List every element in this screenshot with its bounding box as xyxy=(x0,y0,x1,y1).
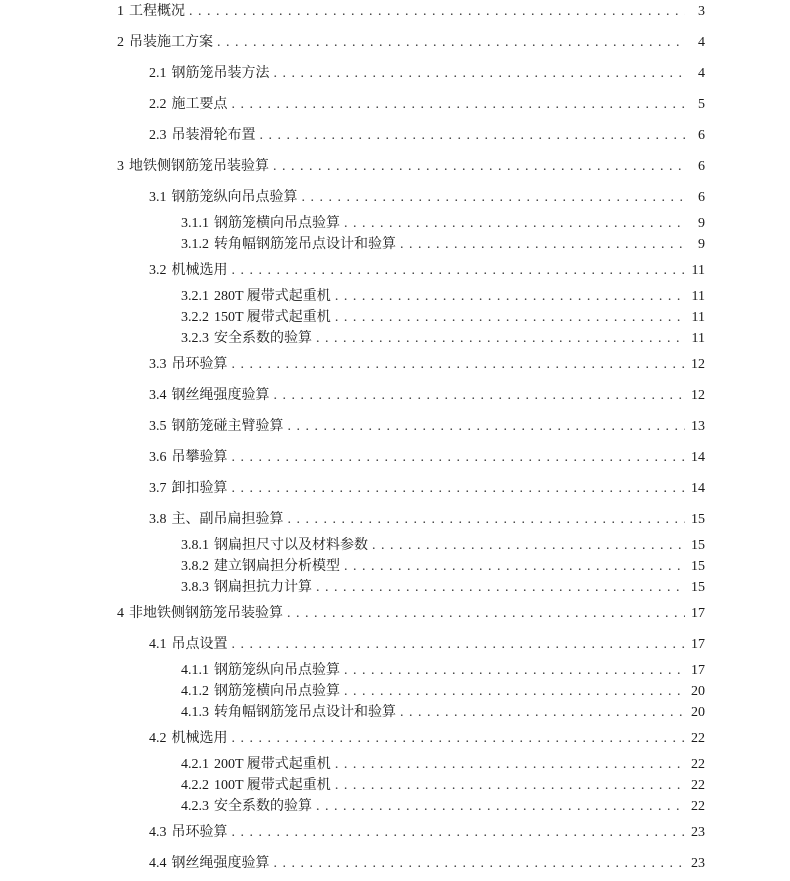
toc-leader xyxy=(288,418,686,436)
toc-title: 钢筋笼纵向吊点验算 xyxy=(171,190,298,205)
toc-leader xyxy=(335,309,685,327)
toc-number: 4.2.3 xyxy=(181,799,209,814)
toc-number: 4 xyxy=(117,606,124,621)
toc-title: 卸扣验算 xyxy=(171,481,228,496)
toc-number: 4.1 xyxy=(149,637,167,652)
toc-number: 3.3 xyxy=(149,357,167,372)
toc-entry[interactable] xyxy=(149,855,705,873)
toc-entry[interactable] xyxy=(117,34,705,52)
toc-leader xyxy=(232,636,686,654)
toc-page: 23 xyxy=(691,825,705,840)
toc-number: 3 xyxy=(117,159,124,174)
toc-entry[interactable] xyxy=(149,262,705,280)
toc-page: 12 xyxy=(691,357,705,372)
toc-number: 3.1.1 xyxy=(181,216,209,231)
toc-number: 3.2.2 xyxy=(181,310,209,325)
toc-page: 3 xyxy=(698,4,705,19)
toc-leader xyxy=(335,756,685,774)
toc-number: 3.4 xyxy=(149,388,167,403)
toc-title: 安全系数的验算 xyxy=(214,331,312,346)
toc-leader xyxy=(274,387,686,405)
toc-leader xyxy=(335,777,685,795)
toc-title: 钢扁担尺寸以及材料参数 xyxy=(214,538,368,553)
toc-page: 4 xyxy=(698,35,705,50)
toc-entry[interactable] xyxy=(149,824,705,842)
toc-title: 280T 履带式起重机 xyxy=(214,289,331,304)
toc-page: 11 xyxy=(691,289,705,304)
toc-title: 钢筋笼横向吊点验算 xyxy=(214,216,340,231)
toc-page: 4 xyxy=(698,66,705,81)
toc-leader xyxy=(287,605,685,623)
toc-number: 2.3 xyxy=(149,128,167,143)
toc-title: 钢扁担抗力计算 xyxy=(214,580,312,595)
toc-entry[interactable] xyxy=(181,537,705,555)
toc-number: 3.2.3 xyxy=(181,331,209,346)
toc-number: 4.2 xyxy=(149,731,167,746)
toc-title: 吊装施工方案 xyxy=(129,35,213,50)
toc-page: 12 xyxy=(691,388,705,403)
toc-title: 钢筋笼纵向吊点验算 xyxy=(214,663,340,678)
toc-number: 3.1 xyxy=(149,190,167,205)
toc-entry[interactable] xyxy=(149,730,705,748)
toc-page: 6 xyxy=(698,159,705,174)
toc-entry[interactable] xyxy=(149,387,705,405)
toc-page: 6 xyxy=(698,190,705,205)
toc-page: 23 xyxy=(691,856,705,871)
toc-page: 11 xyxy=(691,331,705,346)
toc-title: 非地铁侧钢筋笼吊装验算 xyxy=(129,606,283,621)
toc-title: 吊环验算 xyxy=(171,825,228,840)
toc-page: 20 xyxy=(691,684,705,699)
toc-leader xyxy=(344,558,685,576)
toc-title: 钢筋笼吊装方法 xyxy=(171,66,270,81)
toc-entry[interactable] xyxy=(149,127,705,145)
toc-entry[interactable] xyxy=(181,683,705,701)
toc-title: 吊点设置 xyxy=(171,637,228,652)
toc-title: 工程概况 xyxy=(129,4,185,19)
toc-title: 200T 履带式起重机 xyxy=(214,757,331,772)
toc-number: 3.7 xyxy=(149,481,167,496)
toc-title: 安全系数的验算 xyxy=(214,799,312,814)
toc-entry[interactable] xyxy=(181,704,705,722)
toc-entry[interactable] xyxy=(181,756,705,774)
toc-entry[interactable] xyxy=(149,636,705,654)
toc-leader xyxy=(400,704,685,722)
toc-title: 转角幅钢筋笼吊点设计和验算 xyxy=(214,705,396,720)
toc-number: 4.1.1 xyxy=(181,663,209,678)
toc-page: 17 xyxy=(691,606,705,621)
toc-title: 钢丝绳强度验算 xyxy=(171,856,270,871)
toc-page: 17 xyxy=(691,663,705,678)
toc-number: 2 xyxy=(117,35,124,50)
toc-title: 主、副吊扁担验算 xyxy=(171,512,284,527)
toc-entry[interactable] xyxy=(149,356,705,374)
toc-title: 钢丝绳强度验算 xyxy=(171,388,270,403)
toc-title: 机械选用 xyxy=(171,263,228,278)
toc-leader xyxy=(232,96,686,114)
toc-leader xyxy=(232,730,686,748)
toc-number: 4.3 xyxy=(149,825,167,840)
toc-leader xyxy=(344,662,685,680)
toc-number: 3.8.3 xyxy=(181,580,209,595)
toc-leader xyxy=(288,511,686,529)
toc-leader xyxy=(217,34,685,52)
toc-number: 2.2 xyxy=(149,97,167,112)
toc-entry[interactable] xyxy=(181,798,705,816)
toc-entry[interactable] xyxy=(149,96,705,114)
toc-entry[interactable] xyxy=(181,236,705,254)
toc-number: 1 xyxy=(117,4,124,19)
toc-leader xyxy=(274,65,686,83)
toc-entry[interactable] xyxy=(149,511,705,529)
toc-leader xyxy=(273,158,685,176)
toc-page: 6 xyxy=(698,128,705,143)
toc-title: 机械选用 xyxy=(171,731,228,746)
toc-leader xyxy=(372,537,685,555)
toc-page: 20 xyxy=(691,705,705,720)
toc-leader xyxy=(344,215,685,233)
toc-title: 建立钢扁担分析模型 xyxy=(214,559,340,574)
toc-entry[interactable] xyxy=(181,215,705,233)
toc-title: 钢筋笼横向吊点验算 xyxy=(214,684,340,699)
toc-title: 转角幅钢筋笼吊点设计和验算 xyxy=(214,237,396,252)
toc-page: 15 xyxy=(691,512,705,527)
toc-page: 22 xyxy=(691,731,705,746)
toc-number: 4.1.2 xyxy=(181,684,209,699)
toc-number: 3.2.1 xyxy=(181,289,209,304)
toc-page: 5 xyxy=(698,97,705,112)
toc-title: 钢筋笼碰主臂验算 xyxy=(171,419,284,434)
toc-entry[interactable] xyxy=(149,418,705,436)
toc-number: 4.2.1 xyxy=(181,757,209,772)
toc-leader xyxy=(316,798,685,816)
toc-entry[interactable] xyxy=(117,158,705,176)
toc-leader xyxy=(232,480,686,498)
toc-number: 3.2 xyxy=(149,263,167,278)
toc-page: 15 xyxy=(691,559,705,574)
toc-entry[interactable] xyxy=(149,449,705,467)
toc-leader xyxy=(344,683,685,701)
toc-title: 地铁侧钢筋笼吊装验算 xyxy=(129,159,269,174)
toc-leader xyxy=(189,3,685,21)
toc-entry[interactable] xyxy=(149,480,705,498)
toc-number: 4.4 xyxy=(149,856,167,871)
toc-title: 施工要点 xyxy=(171,97,228,112)
toc-number: 3.6 xyxy=(149,450,167,465)
toc-number: 3.8.1 xyxy=(181,538,209,553)
toc-leader xyxy=(232,356,686,374)
toc-number: 4.1.3 xyxy=(181,705,209,720)
toc-leader xyxy=(335,288,685,306)
toc-number: 2.1 xyxy=(149,66,167,81)
toc-entry[interactable] xyxy=(181,330,705,348)
toc-page: 13 xyxy=(691,419,705,434)
toc-title: 100T 履带式起重机 xyxy=(214,778,331,793)
toc-leader xyxy=(232,262,686,280)
toc-entry[interactable] xyxy=(149,189,705,207)
toc-entry[interactable] xyxy=(181,777,705,795)
toc-leader xyxy=(316,330,685,348)
toc-page: 11 xyxy=(691,263,705,278)
toc-page: 22 xyxy=(691,757,705,772)
toc-number: 4.2.2 xyxy=(181,778,209,793)
toc-page: 9 xyxy=(698,216,705,231)
toc-page: 14 xyxy=(691,450,705,465)
toc-leader xyxy=(274,855,686,873)
toc-leader xyxy=(316,579,685,597)
toc-entry[interactable] xyxy=(181,309,705,327)
toc-leader xyxy=(232,449,686,467)
toc-leader xyxy=(400,236,685,254)
toc-entry[interactable] xyxy=(149,65,705,83)
toc-entry[interactable] xyxy=(181,579,705,597)
toc-entry[interactable] xyxy=(181,558,705,576)
toc-entry[interactable] xyxy=(181,662,705,680)
toc-title: 吊环验算 xyxy=(171,357,228,372)
toc-page: 17 xyxy=(691,637,705,652)
toc-number: 3.5 xyxy=(149,419,167,434)
toc-page: 9 xyxy=(698,237,705,252)
toc-page: 15 xyxy=(691,538,705,553)
toc-entry[interactable] xyxy=(117,3,705,21)
toc-page: 22 xyxy=(691,799,705,814)
toc-entry[interactable] xyxy=(181,288,705,306)
toc-page: 15 xyxy=(691,580,705,595)
toc-number: 3.8.2 xyxy=(181,559,209,574)
toc-page: 22 xyxy=(691,778,705,793)
toc-leader xyxy=(260,127,686,145)
toc-page: 14 xyxy=(691,481,705,496)
toc-title: 150T 履带式起重机 xyxy=(214,310,331,325)
toc-entry[interactable] xyxy=(117,605,705,623)
toc-leader xyxy=(302,189,686,207)
toc-page: 11 xyxy=(691,310,705,325)
toc-title: 吊攀验算 xyxy=(171,450,228,465)
toc-title: 吊装滑轮布置 xyxy=(171,128,256,143)
toc-number: 3.8 xyxy=(149,512,167,527)
toc-leader xyxy=(232,824,686,842)
toc-number: 3.1.2 xyxy=(181,237,209,252)
